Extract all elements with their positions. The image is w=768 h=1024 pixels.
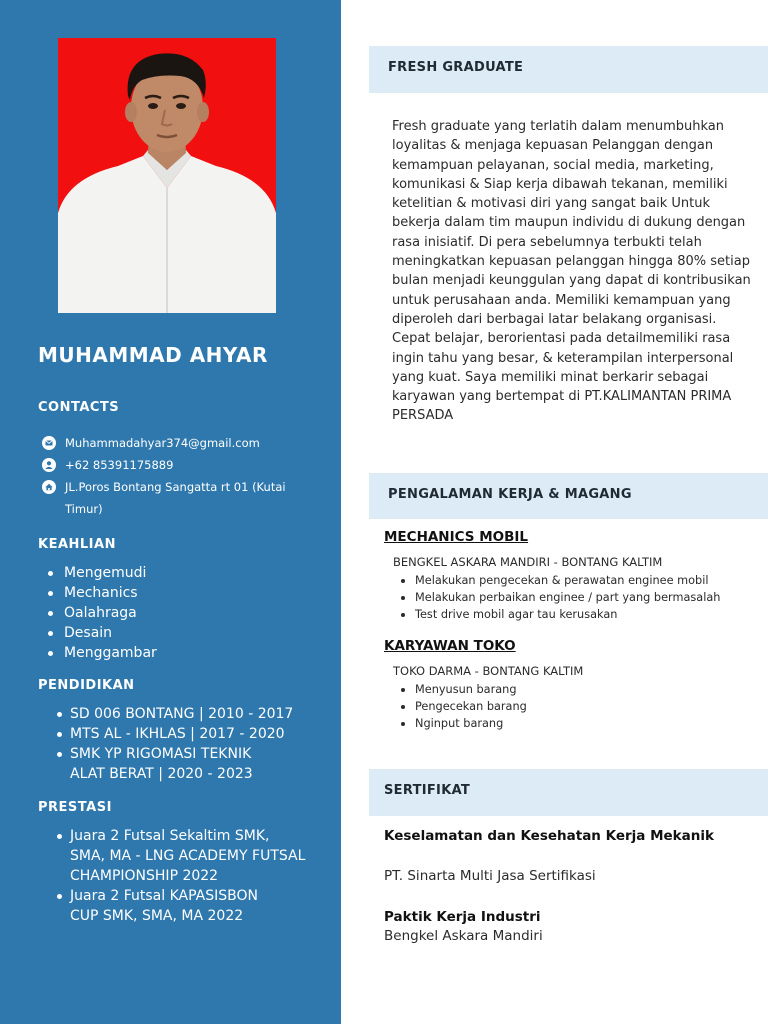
sidebar [0, 0, 341, 1024]
phone-text: +62 85391175889 [65, 458, 174, 472]
summary-text: Fresh graduate yang terlatih dalam menumbuhkan loyalitas & menjaga kepuasan Pelanggan dengan kemampuan pelayanan, social media, marketing, komunikasi & Siap kerja dibawah tekanan, memiliki ketelitian & motivasi diri yang sangat baik Untuk bekerja dalam tim maupun individu di dukung dengan rasa inisiatif. Di pera sebelumnya terbukti telah meningkatkan kepuasan pelanggan hingga 80% setiap bulan menjadi keunggulan yang dapat di kontribusikan untuk perusahaan anda. Memiliki kemampuan yang diperoleh dari berbagai latar belakang organisasi. Cepat belajar, berorientasi pada detailmemiliki rasa ingin tahu yang besar, & keterampilan interpersonal yang kuat. Saya memiliki minat berkarir sebagai karyawan yang bertempat di PT.KALIMANTAN PRIMA PERSADA [392, 119, 751, 424]
experience-header-band [369, 473, 768, 519]
job-duty: Melakukan pengecekan & perawatan enginee mobil [398, 572, 720, 589]
job-duty: Nginput barang [398, 715, 527, 732]
job-duty: Test drive mobil agar tau kerusakan [398, 606, 720, 623]
job-title: KARYAWAN TOKO [384, 638, 516, 654]
certificates-heading: SERTIFIKAT [384, 783, 471, 798]
education-heading: PENDIDIKAN [38, 678, 135, 693]
job-title: MECHANICS MOBIL [384, 529, 529, 545]
experience-heading: PENGALAMAN KERJA & MAGANG [388, 487, 632, 502]
email-text: Muhammadahyar374@gmail.com [65, 436, 260, 450]
certificates-header-band [369, 769, 768, 816]
summary-header-band [369, 46, 768, 93]
skill-item: Oalahraga [46, 603, 157, 623]
skill-item: Mechanics [46, 583, 157, 603]
achievements-heading: PRESTASI [38, 800, 112, 815]
certificate-issuer: PT. Sinarta Multi Jasa Sertifikasi [384, 868, 596, 884]
person-portrait-icon [58, 38, 276, 313]
certificate-issuer: Bengkel Askara Mandiri [384, 928, 543, 944]
profile-photo [58, 38, 276, 313]
job-duties-list [398, 681, 527, 732]
skill-item: Desain [46, 623, 157, 643]
job-duty: Pengecekan barang [398, 698, 527, 715]
job-duty: Melakukan perbaikan enginee / part yang bermasalah [398, 589, 720, 606]
achievement-item: Juara 2 Futsal Sekaltim SMK, SMA, MA - LNG ACADEMY FUTSAL CHAMPIONSHIP 2022 [46, 826, 306, 886]
education-list [46, 704, 306, 784]
achievement-item: Juara 2 Futsal KAPASISBON CUP SMK, SMA, MA 2022 [46, 886, 306, 926]
contact-address [42, 476, 302, 520]
user-icon [42, 458, 56, 472]
certificate-name: Keselamatan dan Kesehatan Kerja Mekanik [384, 828, 714, 844]
education-item: SMK YP RIGOMASI TEKNIK ALAT BERAT | 2020 - 2023 [46, 744, 306, 784]
contact-email[interactable] [42, 432, 302, 454]
home-icon [42, 480, 56, 494]
job-company: BENGKEL ASKARA MANDIRI - BONTANG KALTIM [393, 555, 663, 569]
achievements-list [46, 826, 306, 926]
skill-item: Mengemudi [46, 563, 157, 583]
address-line-1: JL.Poros Bontang Sangatta rt 01 (Kutai [65, 480, 286, 494]
job-duty: Menyusun barang [398, 681, 527, 698]
summary-heading: FRESH GRADUATE [388, 60, 524, 75]
address-line-2: Timur) [65, 502, 103, 516]
education-item: MTS AL - IKHLAS | 2017 - 2020 [46, 724, 306, 744]
certificate-name: Paktik Kerja Industri [384, 909, 541, 925]
person-name: MUHAMMAD AHYAR [38, 343, 268, 367]
contact-phone[interactable] [42, 454, 302, 476]
skills-heading: KEAHLIAN [38, 537, 116, 552]
job-company: TOKO DARMA - BONTANG KALTIM [393, 664, 584, 678]
education-item: SD 006 BONTANG | 2010 - 2017 [46, 704, 306, 724]
skills-list [46, 563, 157, 663]
contacts-heading: CONTACTS [38, 400, 120, 415]
job-duties-list [398, 572, 720, 623]
mail-icon [42, 436, 56, 450]
skill-item: Menggambar [46, 643, 157, 663]
